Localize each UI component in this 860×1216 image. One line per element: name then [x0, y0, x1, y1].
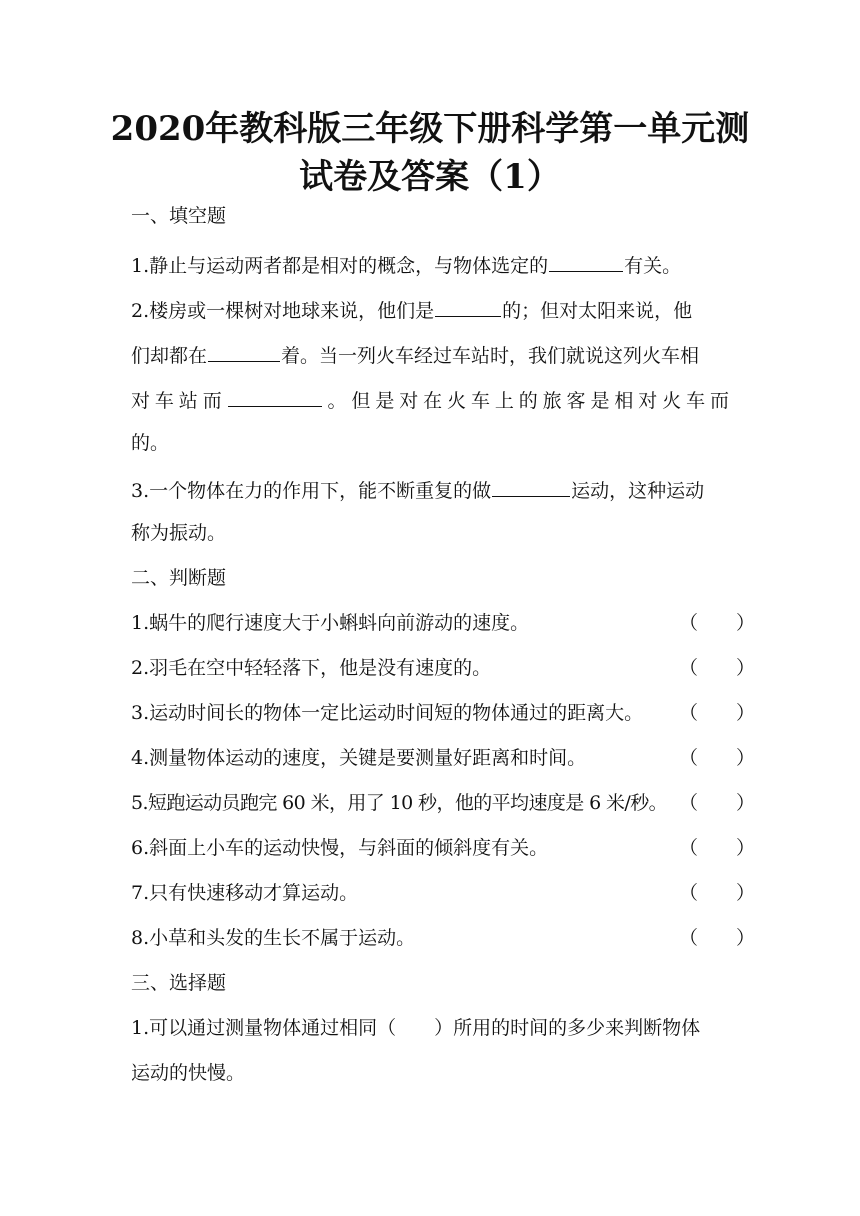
question-fill-3-line-1	[131, 479, 704, 501]
question-fill-2-line-2	[131, 344, 699, 366]
document-title-line-2: 试卷及答案（1）	[299, 157, 561, 197]
answer-parentheses: （ ）	[679, 612, 756, 634]
judge-item-5: 5.短跑运动员跑完 60 米，用了 10 秒，他的平均速度是 6 米/秒。	[131, 792, 668, 814]
choice-question-1-line-2: 运动的快慢。	[131, 1062, 246, 1084]
question-fill-2-line-1	[131, 299, 692, 321]
question-text: 。但是对在火车上的旅客是相对火车而	[322, 390, 729, 412]
question-fill-3-line-2: 称为振动。	[131, 522, 227, 544]
choice-question-1-line-1: 1.可以通过测量物体通过相同（ ）所用的时间的多少来判断物体	[131, 1017, 701, 1039]
section-heading-true-false: 二、判断题	[131, 567, 227, 589]
judge-item-7: 7.只有快速移动才算运动。	[131, 882, 359, 904]
section-heading-multiple-choice: 三、选择题	[131, 972, 227, 994]
answer-blank	[208, 344, 280, 362]
question-text: 的；但对太阳来说，他	[502, 300, 693, 322]
question-fill-2-line-4: 的。	[131, 432, 170, 454]
question-fill-2-line-3	[131, 389, 729, 411]
judge-item-3: 3.运动时间长的物体一定比运动时间短的物体通过的距离大。	[131, 702, 644, 724]
document-title-line-1: 2020年教科版三年级下册科学第一单元测	[110, 109, 750, 149]
judge-item-1: 1.蜗牛的爬行速度大于小蝌蚪向前游动的速度。	[131, 612, 530, 634]
question-text: 1.静止与运动两者都是相对的概念，与物体选定的	[131, 255, 549, 277]
judge-item-2: 2.羽毛在空中轻轻落下，他是没有速度的。	[131, 657, 492, 679]
answer-parentheses: （ ）	[679, 927, 756, 949]
answer-parentheses: （ ）	[679, 702, 756, 724]
question-text: 有关。	[624, 255, 682, 277]
answer-parentheses: （ ）	[679, 837, 756, 859]
question-text: 运动，这种运动	[571, 480, 705, 502]
answer-parentheses: （ ）	[679, 747, 756, 769]
judge-item-8: 8.小草和头发的生长不属于运动。	[131, 927, 416, 949]
answer-parentheses: （ ）	[679, 792, 756, 814]
answer-blank	[435, 299, 501, 317]
question-fill-1	[131, 254, 681, 276]
question-text: 着。当一列火车经过车站时，我们就说这列火车相	[281, 345, 700, 367]
judge-item-4: 4.测量物体运动的速度，关键是要测量好距离和时间。	[131, 747, 587, 769]
question-text: 对车站而	[131, 390, 227, 412]
answer-blank	[228, 389, 322, 407]
answer-parentheses: （ ）	[679, 882, 756, 904]
question-text: 3.一个物体在力的作用下，能不断重复的做	[131, 480, 492, 502]
answer-blank	[549, 254, 623, 272]
section-heading-fill-in: 一、填空题	[131, 205, 227, 227]
judge-item-6: 6.斜面上小车的运动快慢，与斜面的倾斜度有关。	[131, 837, 549, 859]
question-text: 们却都在	[131, 345, 208, 367]
question-text: 2.楼房或一棵树对地球来说，他们是	[131, 300, 435, 322]
answer-parentheses: （ ）	[679, 657, 756, 679]
answer-blank	[492, 479, 570, 497]
